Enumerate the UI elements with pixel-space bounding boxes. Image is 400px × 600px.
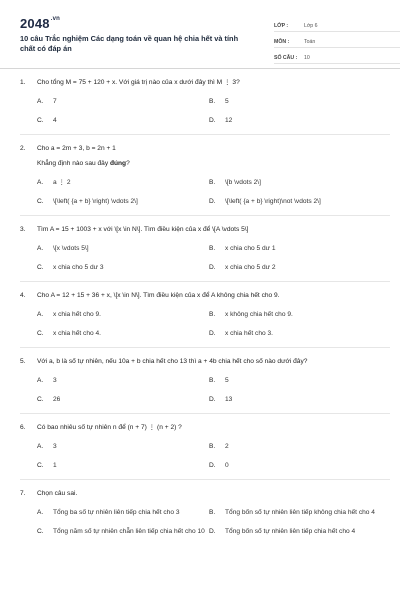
question-text: Tìm A = 15 + 1003 + x với \[x \in N\]. Tìm điều kiện của x để \[A \vdots 5\] (37, 226, 249, 233)
option-letter: A. (37, 179, 44, 186)
option-list (37, 87, 390, 125)
option-list (37, 234, 390, 272)
option-c[interactable] (37, 197, 209, 206)
option-letter: D. (209, 330, 216, 337)
question-text: Cho A = 12 + 15 + 36 + x, \[x \in N\]. Tìm điều kiện của x để A không chia hết cho 9. (37, 292, 280, 299)
option-text: x chia hết cho 4. (53, 330, 102, 337)
question-4 (20, 291, 390, 338)
question-3 (20, 225, 390, 272)
option-list (37, 168, 390, 206)
question-number: 5. (20, 358, 26, 365)
option-b[interactable] (209, 310, 381, 319)
option-letter: B. (209, 509, 216, 516)
option-a[interactable] (37, 442, 209, 451)
option-text: 0 (225, 462, 229, 469)
option-text: 3 (53, 377, 57, 384)
site-logo[interactable] (20, 16, 60, 31)
meta-table (274, 18, 400, 66)
option-b[interactable] (209, 442, 381, 451)
page-title: 10 câu Trắc nghiệm Các dạng toán về quan hệ chia hết và tính chất có đáp án (20, 34, 239, 53)
meta-value: Lớp 6 (304, 23, 318, 29)
option-letter: A. (37, 98, 44, 105)
question-divider (20, 134, 390, 135)
logo-text: 2048 (20, 16, 50, 31)
question-text: Với a, b là số tự nhiên, nếu 10a + b chia hết cho 13 thì a + 4b chia hết cho số nào dưới đây? (37, 358, 308, 365)
option-letter: A. (37, 245, 44, 252)
option-b[interactable] (209, 97, 381, 106)
option-c[interactable] (37, 527, 209, 536)
option-letter: C. (37, 117, 44, 124)
question-text: Có bao nhiêu số tự nhiên n để (n + 7) ⋮ (n + 2) ? (37, 424, 182, 431)
question-text: Chọn câu sai. (37, 490, 78, 497)
option-text: x chia cho 5 dư 2 (225, 264, 276, 271)
option-text: \[x \vdots 5\] (53, 245, 89, 252)
question-divider (20, 215, 390, 216)
question-subtext (37, 159, 390, 168)
question-number: 6. (20, 424, 26, 431)
option-b[interactable] (209, 178, 381, 187)
option-text: Tổng bốn số tự nhiên liên tiếp chia hết cho 4 (225, 528, 356, 535)
option-text: 13 (225, 396, 233, 403)
question-divider (20, 281, 390, 282)
option-text: 5 (225, 377, 229, 384)
option-letter: B. (209, 98, 216, 105)
option-letter: C. (37, 396, 44, 403)
logo-suffix: .vn (50, 16, 61, 22)
option-text: \[\left( {a + b} \right) \vdots 2\] (53, 198, 138, 205)
option-text: 1 (53, 462, 57, 469)
option-d[interactable] (209, 329, 381, 338)
option-letter: B. (209, 179, 216, 186)
option-letter: C. (37, 264, 44, 271)
meta-value: 10 (304, 55, 310, 61)
meta-row-count (274, 50, 400, 64)
option-letter: C. (37, 330, 44, 337)
option-letter: B. (209, 311, 216, 318)
option-text: x chia hết cho 3. (225, 330, 274, 337)
option-a[interactable] (37, 310, 209, 319)
question-number: 4. (20, 292, 26, 299)
option-c[interactable] (37, 395, 209, 404)
option-c[interactable] (37, 461, 209, 470)
option-b[interactable] (209, 508, 381, 517)
header-divider (0, 68, 400, 69)
option-letter: B. (209, 245, 216, 252)
option-text: \[\left( {a + b} \right)\not \vdots 2\] (225, 198, 321, 205)
option-a[interactable] (37, 508, 209, 517)
option-text: x không chia hết cho 9. (225, 311, 293, 318)
option-c[interactable] (37, 329, 209, 338)
option-list (37, 300, 390, 338)
option-d[interactable] (209, 116, 381, 125)
option-text: x chia hết cho 9. (53, 311, 102, 318)
option-list (37, 432, 390, 470)
option-text: 2 (225, 443, 229, 450)
question-1 (20, 78, 390, 125)
option-letter: A. (37, 377, 44, 384)
option-text: 3 (53, 443, 57, 450)
meta-row-subject (274, 34, 400, 48)
question-divider (20, 479, 390, 480)
option-letter: C. (37, 462, 44, 469)
meta-value: Toán (304, 39, 316, 45)
option-text: x chia cho 5 dư 1 (225, 245, 276, 252)
question-number: 2. (20, 145, 26, 152)
question-7 (20, 489, 390, 536)
option-list (37, 498, 390, 536)
option-text: Tổng bốn số tự nhiên liên tiếp không chia hết cho 4 (225, 509, 375, 516)
question-number: 1. (20, 79, 26, 86)
option-letter: D. (209, 396, 216, 403)
option-d[interactable] (209, 527, 381, 536)
meta-row-class (274, 18, 400, 32)
option-text: 7 (53, 98, 57, 105)
question-2 (20, 144, 390, 206)
subtext-emphasis: đúng (109, 160, 127, 167)
option-a[interactable] (37, 97, 209, 106)
meta-key: MÔN : (274, 39, 290, 45)
option-c[interactable] (37, 263, 209, 272)
option-text: \[b \vdots 2\] (225, 179, 261, 186)
option-letter: D. (209, 264, 216, 271)
option-text: 12 (225, 117, 233, 124)
question-number: 7. (20, 490, 26, 497)
subtext-end: ? (126, 160, 130, 167)
option-text: 4 (53, 117, 57, 124)
document-header (20, 10, 388, 72)
option-letter: D. (209, 528, 216, 535)
option-text: 5 (225, 98, 229, 105)
option-a[interactable] (37, 178, 209, 187)
option-text: Tổng năm số tự nhiên chẵn liên tiếp chia hết cho 10 (53, 528, 205, 535)
option-text: x chia cho 5 dư 3 (53, 264, 104, 271)
option-letter: D. (209, 117, 216, 124)
question-text: Cho a = 2m + 3, b = 2n + 1 (37, 145, 116, 152)
option-letter: B. (209, 377, 216, 384)
question-5 (20, 357, 390, 404)
option-d[interactable] (209, 461, 381, 470)
option-c[interactable] (37, 116, 209, 125)
option-letter: B. (209, 443, 216, 450)
question-6 (20, 423, 390, 470)
option-text: 26 (53, 396, 61, 403)
option-letter: A. (37, 509, 44, 516)
question-text: Cho tổng M = 75 + 120 + x. Với giá trị nào của x dưới đây thì M ⋮ 3? (37, 79, 240, 86)
option-letter: C. (37, 528, 44, 535)
option-text: Tổng ba số tự nhiên liên tiếp chia hết cho 3 (53, 509, 180, 516)
option-d[interactable] (209, 395, 381, 404)
question-number: 3. (20, 226, 26, 233)
option-b[interactable] (209, 244, 381, 253)
meta-key: SỐ CÂU : (274, 55, 298, 61)
option-a[interactable] (37, 244, 209, 253)
subtext-start: Khẳng định nào sau đây (37, 160, 110, 167)
option-d[interactable] (209, 263, 381, 272)
meta-key: LỚP : (274, 23, 289, 29)
option-letter: A. (37, 443, 44, 450)
option-letter: C. (37, 198, 44, 205)
question-list (20, 78, 390, 536)
option-letter: A. (37, 311, 44, 318)
question-divider (20, 413, 390, 414)
option-d[interactable] (209, 197, 381, 206)
option-a[interactable] (37, 376, 209, 385)
question-divider (20, 347, 390, 348)
option-list (37, 366, 390, 404)
option-b[interactable] (209, 376, 381, 385)
option-letter: D. (209, 198, 216, 205)
option-letter: D. (209, 462, 216, 469)
option-text: a ⋮ 2 (53, 179, 71, 186)
